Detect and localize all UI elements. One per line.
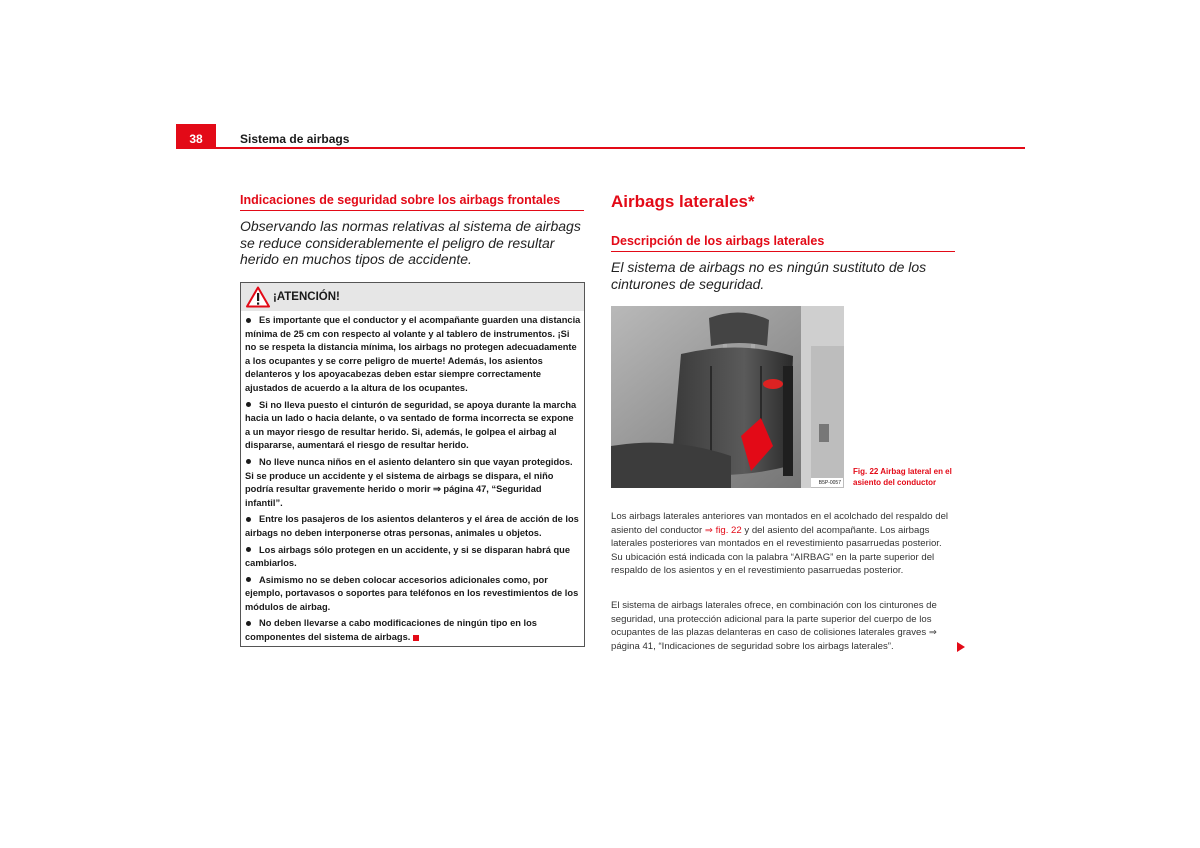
figure-caption: Fig. 22 Airbag lateral en el asiento del conductor <box>853 467 952 487</box>
bullet-icon <box>246 547 251 552</box>
paragraph-lateral-2: El sistema de airbags laterales ofrece, en combinación con los cinturones de seguridad, una protección adicional para la parte superior del cuerpo de los ocupantes de las plazas delanteras en caso de colisiones laterales graves ⇒ página 41, “Indicaciones de seguridad sobre los airbags laterales”. <box>611 600 937 652</box>
bullet-icon <box>246 318 251 323</box>
seat-illustration <box>611 306 844 488</box>
warning-header <box>241 283 584 311</box>
figure-code: B5P-0057 <box>818 480 841 486</box>
seat-airbag-figure <box>611 306 844 488</box>
bullet-icon <box>246 517 251 522</box>
bullet-icon <box>246 621 251 626</box>
figure-reference-link[interactable]: ⇒ fig. 22 <box>704 524 742 536</box>
end-mark-icon <box>413 635 419 641</box>
running-title: Sistema de airbags <box>240 132 350 146</box>
continue-arrow-icon <box>957 642 965 652</box>
section-heading-lateral: Descripción de los airbags laterales <box>611 234 955 252</box>
warning-item: Entre los pasajeros de los asientos delanteros y el área de acción de los airbags no deben interponerse otras personas, animales u objetos. <box>245 514 579 538</box>
warning-title: ¡ATENCIÓN! <box>273 291 340 303</box>
chapter-title: Airbags laterales* <box>611 192 755 211</box>
warning-item: Es importante que el conductor y el acompañante guarden una distancia mínima de 25 cm con respecto al volante y al tablero de instrumentos. ¡Si no se respeta la distancia mínima, los airbags no protegen adecuadamente a los ocupantes y se corre peligro de muerte! Además, los asientos delanteros y los apoyacabezas deben estar siempre correctamente ajustados de acuerdo a la altura de los ocupantes. <box>245 315 581 393</box>
warning-item: Los airbags sólo protegen en un accidente, y si se disparan habrá que cambiarlos. <box>245 544 571 569</box>
bullet-icon <box>246 459 251 464</box>
warning-item: Asimismo no se deben colocar accesorios adicionales como, por ejemplo, portavasos o soportes para teléfonos en los revestimientos de los módulos de airbag. <box>245 574 579 612</box>
warning-box <box>240 282 585 647</box>
paragraph-lateral-1: Los airbags laterales anteriores van montados en el acolchado del respaldo del asiento del conductor ⇒ fig. 22 y del asiento del acompañante. Los airbags laterales posteriores van montados en el revestimiento pasarruedas posterior. Su ubicación está indicada con la palabra “AIRBAG” en la parte superior del respaldo de los asientos y en el revestimiento pasarruedas posterior. <box>611 511 949 577</box>
warning-triangle-icon <box>246 286 270 308</box>
warning-item: No deben llevarse a cabo modificaciones de ningún tipo en los componentes del sistema de airbags. <box>245 618 537 643</box>
warning-item: Si no lleva puesto el cinturón de seguridad, se apoya durante la marcha hacia un lado o hacia delante, o va sentado de forma incorrecta se expone a un mayor riesgo de resultar herido. Si, además, le golpea el airbag al dispararse, aumentará el riesgo de resultar herido. <box>245 399 577 451</box>
intro-frontal: Observando las normas relativas al sistema de airbags se reduce considerablemente el peligro de resultar herido en muchos tipos de accidente. <box>240 218 581 267</box>
intro-lateral: El sistema de airbags no es ningún sustituto de los cinturones de seguridad. <box>611 259 927 292</box>
warning-item: No lleve nunca niños en el asiento delantero sin que vayan protegidos. Si se produce un accidente y el sistema de airbags se dispara, el niño podría resultar gravemente herido o morir ⇒ página 47, “Seguridad infantil”. <box>245 456 573 508</box>
header-rule <box>176 147 1025 149</box>
bullet-icon <box>246 577 251 582</box>
bullet-icon <box>246 402 251 407</box>
section-heading-frontal: Indicaciones de seguridad sobre los airbags frontales <box>240 193 584 211</box>
warning-list <box>245 314 581 648</box>
page-number: 38 <box>176 124 216 148</box>
